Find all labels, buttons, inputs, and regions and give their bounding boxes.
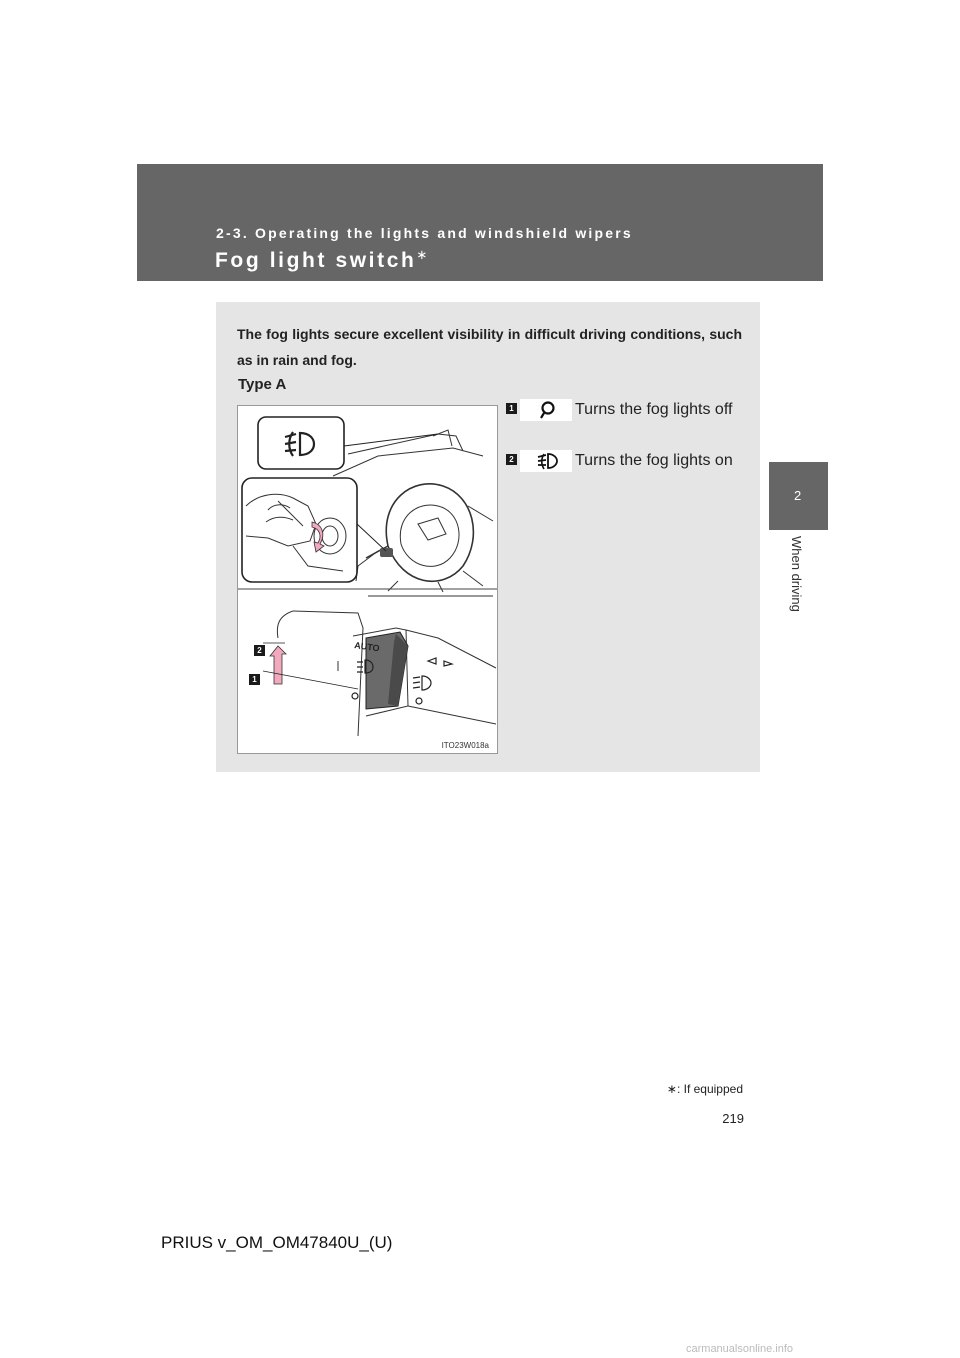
section-title: 2-3. Operating the lights and windshield wipers <box>216 225 633 241</box>
page-title <box>215 249 430 273</box>
legend-text: Turns the fog lights off <box>575 401 733 418</box>
content-box <box>216 302 760 772</box>
document-id: PRIUS v_OM_OM47840U_(U) <box>161 1233 393 1252</box>
page-number: 219 <box>722 1111 744 1126</box>
chapter-label: When driving <box>789 536 804 612</box>
legend-number: 2 <box>506 454 517 465</box>
if-equipped-mark: ∗ <box>416 247 430 262</box>
legend-number: 1 <box>506 403 517 414</box>
footnote <box>667 1082 743 1096</box>
intro-text: The fog lights secure excellent visibility in difficult driving conditions, such as in rain and fog. <box>237 326 742 368</box>
callout-1-badge: 1 <box>249 674 260 685</box>
figure-code: ITO23W018a <box>441 741 489 750</box>
fog-light-on-icon <box>520 450 572 472</box>
type-label: Type A <box>238 376 287 393</box>
chapter-tab[interactable] <box>769 462 828 530</box>
callout-2-badge: 2 <box>254 645 265 656</box>
legend-text: Turns the fog lights on <box>575 452 733 469</box>
chapter-number: 2 <box>794 488 802 503</box>
page-title-text: Fog light switch <box>215 249 417 272</box>
footnote-mark: ∗ <box>666 1082 677 1096</box>
footnote-text: : If equipped <box>676 1082 743 1096</box>
switch-drawing <box>238 406 497 753</box>
watermark: carmanualsonline.info <box>686 1343 794 1355</box>
page-header <box>137 164 823 281</box>
auto-label: AUTO <box>353 640 381 654</box>
fog-light-off-icon <box>520 399 572 421</box>
fog-light-switch-illustration <box>237 405 498 754</box>
